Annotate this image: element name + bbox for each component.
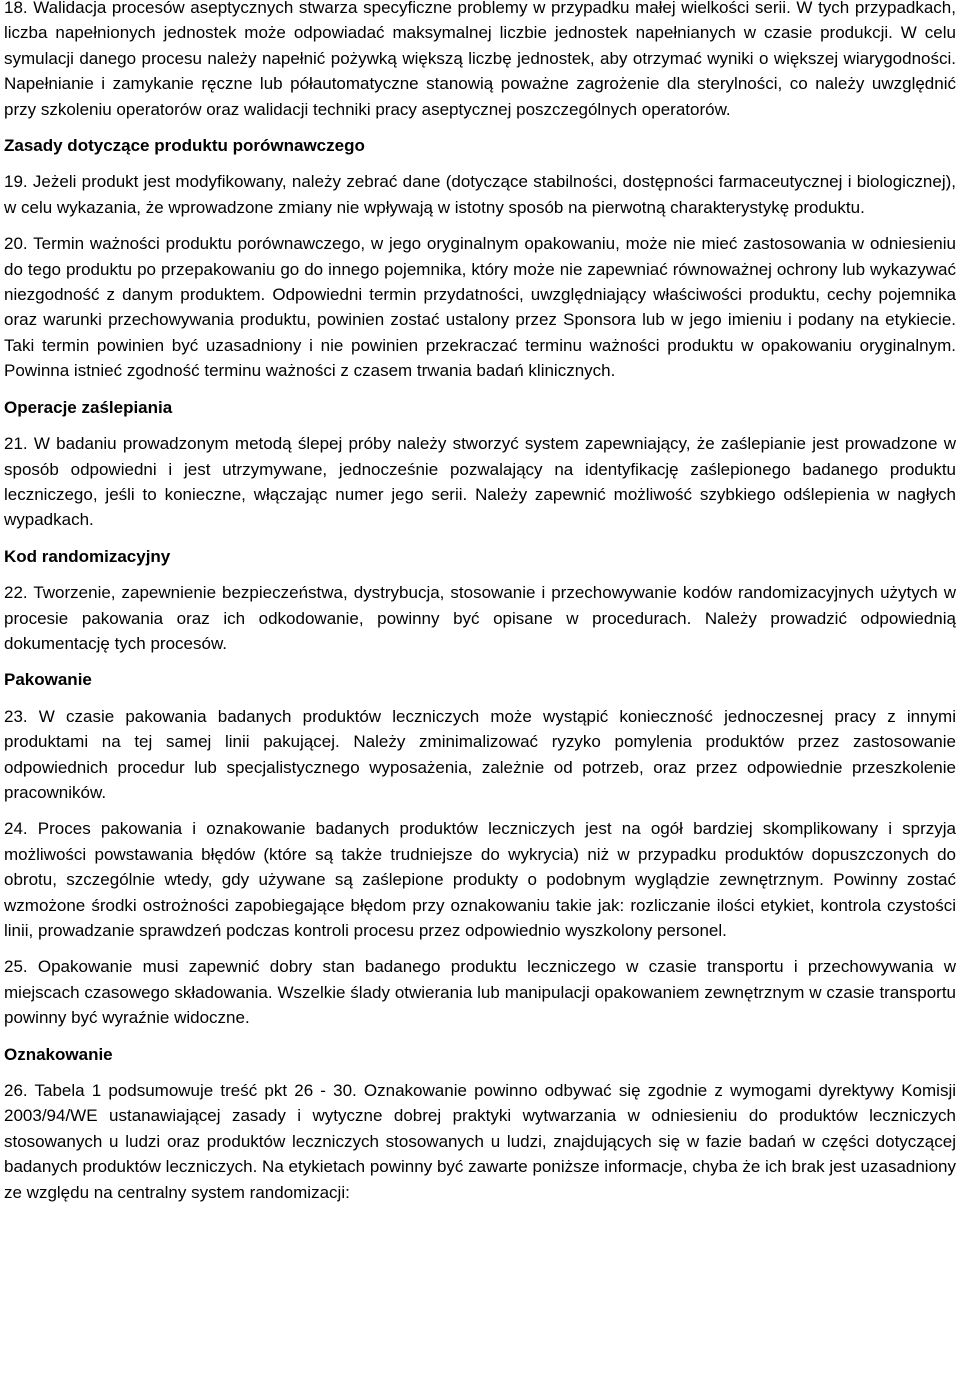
- section-heading-blinding: Operacje zaślepiania: [4, 397, 173, 417]
- paragraph-23: 23. W czasie pakowania badanych produktów leczniczych może wystąpić konieczność jednoczesnej pracy z innymi produktami na tej samej linii pakującej. Należy zminimalizować ryzyko pomylenia produktów przez zastosowanie odpowiednich procedur lub specjalistycznego wyposażenia, zależnie od potrzeb, oraz przez odpowiednie przeszkolenie pracowników.: [4, 706, 956, 802]
- paragraph-21: 21. W badaniu prowadzonym metodą ślepej próby należy stworzyć system zapewniający, że zaślepianie jest prowadzone w sposób odpowiedni i jest utrzymywane, jednocześnie pozwalający na identyfikację zaślepionego badanego produktu leczniczego, jeśli to konieczne, włączając numer jego serii. Należy zapewnić możliwość szybkiego odślepienia w nagłych wypadkach.: [4, 434, 956, 530]
- paragraph-20: 20. Termin ważności produktu porównawczego, w jego oryginalnym opakowaniu, może nie mieć zastosowania w odniesieniu do tego produktu po przepakowaniu go do innego pojemnika, który może nie zapewniać równoważnej ochrony lub wykazywać niezgodność z danym produktem. Odpowiedni termin przydatności, uwzględniający właściwości produktu, cechy pojemnika oraz warunki przechowywania produktu, powinien zostać ustalony przez Sponsora lub w jego imieniu i podany na etykiecie. Taki termin powinien być uzasadniony i nie powinien przekraczać terminu ważności produktu w opakowaniu oryginalnym. Powinna istnieć zgodność terminu ważności z czasem trwania badań klinicznych.: [4, 234, 956, 381]
- paragraph-19: 19. Jeżeli produkt jest modyfikowany, należy zebrać dane (dotyczące stabilności, dostępności farmaceutycznej i biologicznej), w celu wykazania, że wprowadzone zmiany nie wpływają w istotny sposób na pierwotną charakterystykę produktu.: [4, 172, 956, 217]
- section-heading-randomization-code: Kod randomizacyjny: [4, 546, 171, 566]
- paragraph-24: 24. Proces pakowania i oznakowanie badanych produktów leczniczych jest na ogół bardziej skomplikowany i sprzyja możliwości powstawania błędów (które są także trudniejsze do wykrycia) niż w przypadku produktów dopuszczonych do obrotu, szczególnie wtedy, gdy używane są zaślepione produkty o podobnym wyglądzie zewnętrznym. Powinny zostać wzmożone środki ostrożności zapobiegające błędom przy oznakowaniu takie jak: rozliczanie ilości etykiet, kontrola czystości linii, prowadzanie sprawdzeń podczas kontroli procesu przez odpowiednio wyszkolony personel.: [4, 819, 956, 940]
- paragraph-26: 26. Tabela 1 podsumowuje treść pkt 26 - 30. Oznakowanie powinno odbywać się zgodnie z wymogami dyrektywy Komisji 2003/94/WE ustanawiającej zasady i wytyczne dobrej praktyki wytwarzania w odniesieniu do produktów leczniczych stosowanych u ludzi oraz produktów leczniczych stosowanych u ludzi, znajdujących się w fazie badań w części dotyczącej badanych produktów leczniczych. Na etykietach powinny być zawarte poniższe informacje, chyba że ich brak jest uzasadniony ze względu na centralny system randomizacji:: [4, 1081, 956, 1202]
- paragraph-22: 22. Tworzenie, zapewnienie bezpieczeństwa, dystrybucja, stosowanie i przechowywanie kodów randomizacyjnych użytych w procesie pakowania oraz ich odkodowanie, powinny być opisane w procedurach. Należy prowadzić odpowiednią dokumentację tych procesów.: [4, 583, 956, 653]
- section-heading-labelling: Oznakowanie: [4, 1044, 113, 1064]
- section-heading-comparator-product: Zasady dotyczące produktu porównawczego: [4, 136, 365, 156]
- paragraph-25: 25. Opakowanie musi zapewnić dobry stan badanego produktu leczniczego w czasie transportu i przechowywania w miejscach czasowego składowania. Wszelkie ślady otwierania lub manipulacji opakowaniem zewnętrznym w czasie transportu powinny być wyraźnie widoczne.: [4, 957, 956, 1028]
- paragraph-18: 18. Walidacja procesów aseptycznych stwarza specyficzne problemy w przypadku małej wielkości serii. W tych przypadkach, liczba napełnionych jednostek może odpowiadać maksymalnej liczbie jednostek napełnianych w czasie produkcji. W celu symulacji danego procesu należy napełnić pożywką większą liczbę jednostek, aby otrzymać wyniki o większej wiarygodności. Napełnianie i zamykanie ręczne lub półautomatyczne stanowią poważne zagrożenie dla sterylności, co należy uwzględnić przy szkoleniu operatorów oraz walidacji techniki pracy aseptycznej poszczególnych operatorów.: [4, 0, 956, 119]
- section-heading-packaging: Pakowanie: [4, 670, 92, 690]
